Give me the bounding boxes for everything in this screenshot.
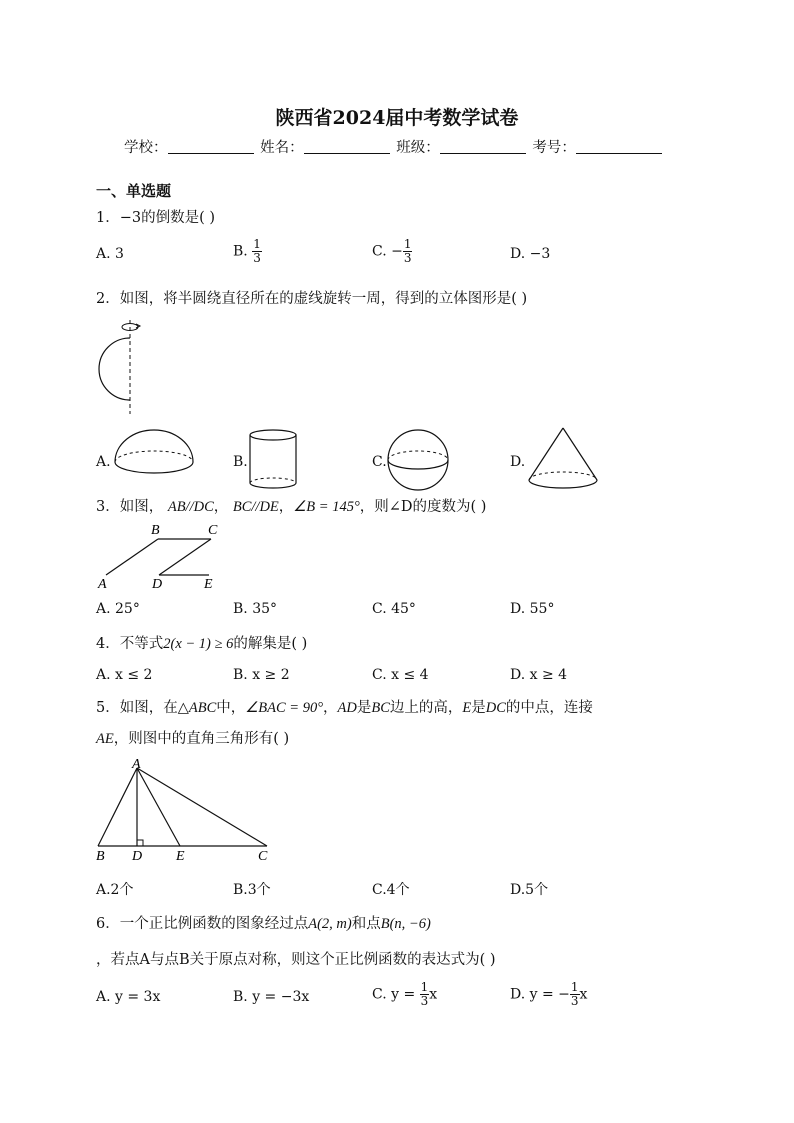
q3-label-e: E	[204, 577, 213, 592]
q4-option-d[interactable]: D. x ≥ 4	[510, 667, 568, 683]
q6-point-a: A(2, m)	[308, 916, 352, 932]
name-label: 姓名：	[260, 140, 304, 156]
q2-option-c[interactable]: C.	[372, 454, 387, 470]
q3-figure	[96, 520, 226, 592]
q1-option-a[interactable]: A. 3	[96, 246, 124, 262]
q1-option-d[interactable]: D. −3	[510, 246, 551, 262]
q5-label-d: D	[132, 849, 143, 864]
q3-label-b: B	[151, 523, 160, 538]
q5-label-b: B	[96, 849, 105, 864]
q3-parallel-2: BC//DE	[232, 499, 279, 515]
q3-stem: 3．如图， AB//DC， BC//DE，∠B = 145°，则∠D的度数为( )	[96, 499, 487, 515]
q1-option-b-prefix: B.	[233, 243, 248, 260]
q2-option-a[interactable]: A.	[96, 454, 111, 470]
q6-option-b[interactable]: B. y = −3x	[233, 989, 310, 1005]
page-title: 陕西省2024届中考数学试卷	[275, 107, 519, 129]
q3-parallel-1: AB//DC	[167, 499, 214, 515]
q2-option-b[interactable]: B.	[233, 454, 248, 470]
q3-label-c: C	[208, 523, 218, 538]
q6-point-b: B(n, −6)	[380, 916, 431, 932]
q5-label-a: A	[132, 757, 141, 772]
q4-option-b[interactable]: B. x ≥ 2	[233, 667, 290, 683]
q1-option-c-fraction: $\frac{1}{3}$	[403, 237, 412, 265]
semicircle-rotation-figure	[92, 318, 152, 418]
q3-angle-b: ∠B = 145°	[293, 499, 360, 515]
q3-option-c[interactable]: C. 45°	[372, 601, 416, 617]
section-heading: 一、单选题	[96, 182, 172, 200]
cylinder-icon	[246, 428, 302, 492]
q4-stem: 4．不等式2(x − 1) ≥ 6的解集是( )	[96, 636, 308, 652]
q5-label-e: E	[176, 849, 185, 864]
number-blank[interactable]	[576, 139, 662, 154]
q6-option-d-fraction: $\frac{1}{3}$	[570, 980, 579, 1008]
q6-stem-line2: ，若点A与点B关于原点对称，则这个正比例函数的表达式为( )	[96, 952, 496, 968]
number-label: 考号：	[532, 140, 576, 156]
q5-triangle-figure	[92, 756, 274, 866]
school-blank[interactable]	[168, 139, 254, 154]
q3-label-d: D	[152, 577, 163, 592]
q4-inequality: 2(x − 1) ≥ 6	[163, 636, 234, 652]
q6-option-a[interactable]: A. y = 3x	[96, 989, 161, 1005]
q5-option-b[interactable]: B.3个	[233, 882, 271, 898]
q5-stem-line1: 5．如图，在△ABC中，∠BAC = 90°，AD是BC边上的高，E是DC的中点，连接	[96, 700, 593, 716]
cone-icon	[526, 426, 602, 492]
class-label: 班级：	[396, 140, 440, 156]
q3-option-d[interactable]: D. 55°	[510, 601, 555, 617]
name-blank[interactable]	[304, 139, 390, 154]
q3-option-a[interactable]: A. 25°	[96, 601, 140, 617]
q6-option-c[interactable]: C. y = $\frac{1}{3}$ x	[372, 980, 438, 1008]
q5-label-c: C	[258, 849, 268, 864]
q5-option-a[interactable]: A.2个	[96, 882, 134, 898]
q4-option-a[interactable]: A. x ≤ 2	[96, 667, 153, 683]
hemisphere-icon	[112, 426, 196, 490]
school-label: 学校：	[124, 140, 168, 156]
q1-option-c[interactable]	[372, 238, 412, 265]
q4-option-c[interactable]: C. x ≤ 4	[372, 667, 429, 683]
q3-option-b[interactable]: B. 35°	[233, 601, 278, 617]
q5-stem-line2: AE，则图中的直角三角形有( )	[96, 731, 290, 747]
q3-label-a: A	[98, 577, 107, 592]
q2-option-d[interactable]: D.	[510, 454, 526, 470]
q1-option-b-fraction: $\frac{1}{3}$	[253, 237, 261, 265]
class-blank[interactable]	[440, 139, 526, 154]
sphere-icon	[386, 428, 450, 492]
q2-stem: 2．如图，将半圆绕直径所在的虚线旋转一周，得到的立体图形是( )	[96, 291, 528, 307]
q5-option-c[interactable]: C.4个	[372, 882, 410, 898]
q5-option-d[interactable]: D.5个	[510, 882, 549, 898]
q6-option-d[interactable]: D. y = − $\frac{1}{3}$ x	[510, 980, 588, 1008]
q1-option-c-prefix: C. −	[372, 243, 403, 260]
q1-stem: 1．−3的倒数是( )	[96, 210, 216, 226]
student-info-line	[124, 136, 664, 157]
q6-option-c-fraction: $\frac{1}{3}$	[420, 980, 429, 1008]
q6-stem-line1: 6．一个正比例函数的图象经过点A(2, m)和点B(n, −6)	[96, 916, 431, 932]
q1-option-b[interactable]	[233, 238, 262, 265]
